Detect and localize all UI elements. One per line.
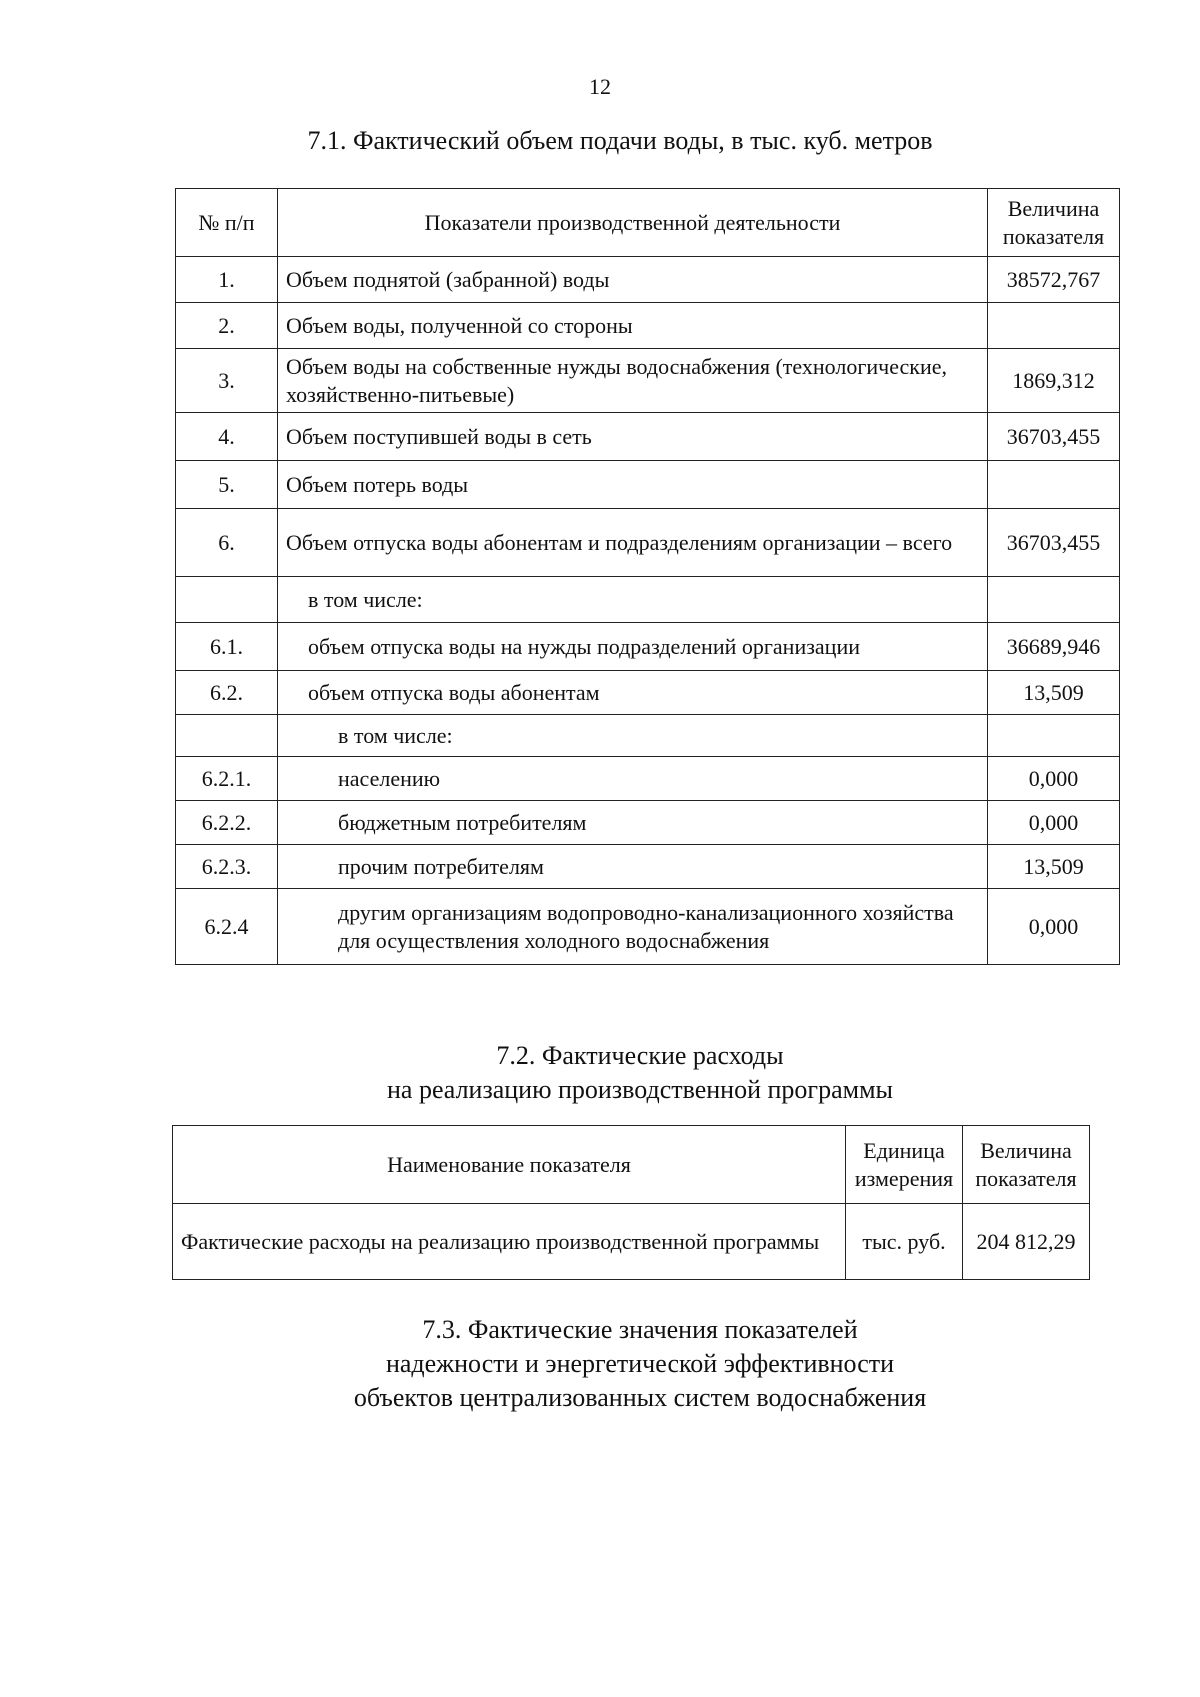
table-row [176,671,1120,715]
table-row [176,303,1120,349]
row-indicator: другим организациям водопроводно-канализационного хозяйства для осуществления холодного водоснабжения [278,889,988,965]
row-num [176,577,278,623]
expenses-table [172,1125,1090,1280]
row-num: 6.2.4 [176,889,278,965]
row-value: 13,509 [988,671,1120,715]
section-3-title [40,1313,1200,1415]
row-num: 2. [176,303,278,349]
header-unit: Единица измерения [846,1126,963,1204]
row-indicator: населению [278,757,988,801]
header-num: № п/п [176,189,278,257]
row-value: 1869,312 [988,349,1120,413]
row-value: 36689,946 [988,623,1120,671]
row-indicator: объем отпуска воды абонентам [278,671,988,715]
table-row [176,509,1120,577]
row-value [988,715,1120,757]
row-value: 0,000 [988,801,1120,845]
row-num: 6.2.2. [176,801,278,845]
row-num: 6. [176,509,278,577]
row-value: 36703,455 [988,413,1120,461]
table-row [176,257,1120,303]
table-row [176,413,1120,461]
row-num: 6.2.3. [176,845,278,889]
row-num: 6.1. [176,623,278,671]
table-header-row [173,1126,1090,1204]
row-value: 36703,455 [988,509,1120,577]
table-row [176,889,1120,965]
table-row [176,623,1120,671]
row-value [988,303,1120,349]
table-row [176,577,1120,623]
row-indicator: Объем отпуска воды абонентам и подразделениям организации – всего [278,509,988,577]
row-indicator: в том числе: [278,577,988,623]
row-value [988,577,1120,623]
row-indicator: объем отпуска воды на нужды подразделений организации [278,623,988,671]
page-number: 12 [589,74,611,99]
row-value: 204 812,29 [963,1204,1090,1280]
table-row [176,845,1120,889]
row-num: 6.2.1. [176,757,278,801]
row-num: 3. [176,349,278,413]
section-3-title-line-3: объектов централизованных систем водоснабжения [353,1383,927,1412]
header-indicator-name: Наименование показателя [173,1126,846,1204]
row-num [176,715,278,757]
section-2-title [40,1039,1200,1107]
row-indicator: в том числе: [278,715,988,757]
section-2-title-line-2: на реализацию производственной программы [386,1075,893,1104]
row-num: 6.2. [176,671,278,715]
table-row [173,1204,1090,1280]
table-row [176,801,1120,845]
header-value: Величина показателя [988,189,1120,257]
table-row [176,757,1120,801]
table-header-row [176,189,1120,257]
row-indicator: Объем потерь воды [278,461,988,509]
row-num: 5. [176,461,278,509]
section-3-title-line-1: 7.3. Фактические значения показателей [422,1315,858,1344]
row-indicator: бюджетным потребителям [278,801,988,845]
row-num: 1. [176,257,278,303]
row-value: 38572,767 [988,257,1120,303]
section-3-title-line-2: надежности и энергетической эффективности [385,1349,895,1378]
row-value: 13,509 [988,845,1120,889]
row-value: 0,000 [988,889,1120,965]
header-indicator: Показатели производственной деятельности [278,189,988,257]
row-value: 0,000 [988,757,1120,801]
row-num: 4. [176,413,278,461]
section-2-title-line-1: 7.2. Фактические расходы [496,1041,784,1070]
row-indicator: прочим потребителям [278,845,988,889]
row-indicator: Объем воды, полученной со стороны [278,303,988,349]
header-value: Величина показателя [963,1126,1090,1204]
section-1-title: 7.1. Фактический объем подачи воды, в тыс. куб. метров [307,126,933,155]
table-row [176,461,1120,509]
row-unit: тыс. руб. [846,1204,963,1280]
table-row [176,349,1120,413]
row-indicator: Фактические расходы на реализацию производственной программы [173,1204,846,1280]
row-indicator: Объем воды на собственные нужды водоснабжения (технологические, хозяйственно-питьевые) [278,349,988,413]
row-indicator: Объем поднятой (забранной) воды [278,257,988,303]
row-indicator: Объем поступившей воды в сеть [278,413,988,461]
table-row [176,715,1120,757]
row-value [988,461,1120,509]
water-supply-table [175,188,1120,965]
